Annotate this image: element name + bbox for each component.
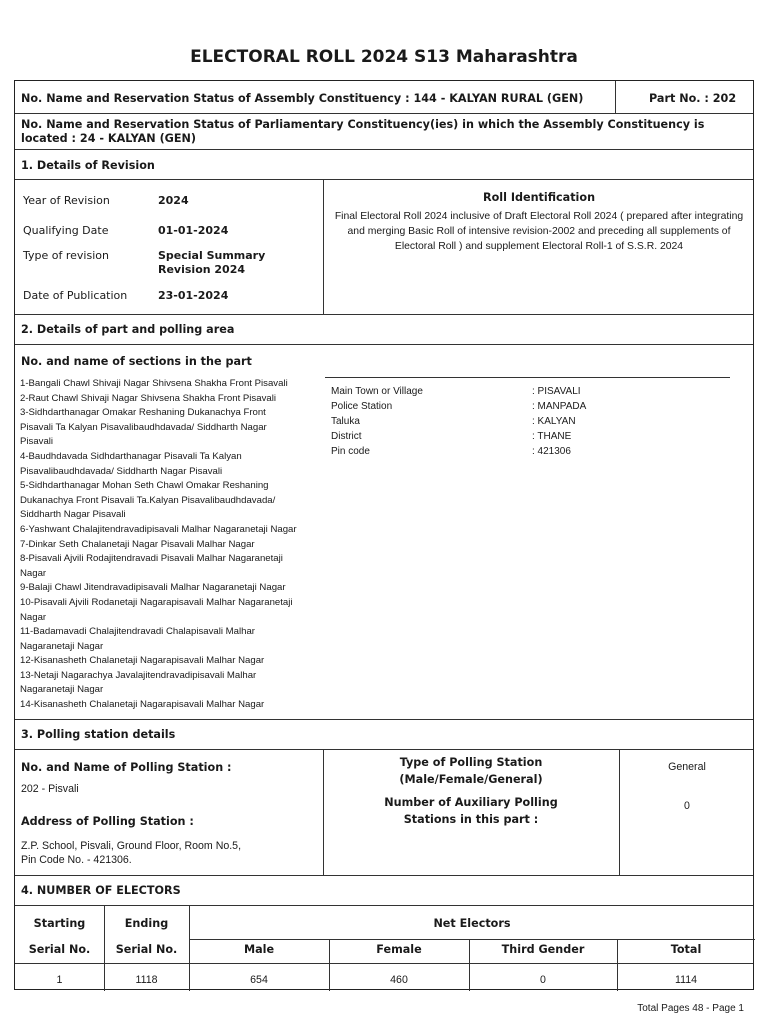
polling-type-label: Type of Polling Station	[399, 756, 543, 769]
polling-type-value: General	[668, 761, 706, 773]
area-value: : MANPADA	[532, 401, 587, 412]
section-line: 9-Balaji Chawl Jitendravadipisavali Malhar Nagaranetaji Nagar	[20, 582, 286, 594]
area-label: Pin code	[331, 446, 370, 457]
section-line: 4-Baudhdavada Sidhdarthanagar Pisavali Ta Kalyan	[20, 450, 242, 462]
page-title: ELECTORAL ROLL 2024 S13 Maharashtra	[190, 47, 578, 67]
polling-address-line: Pin Code No. - 421306.	[21, 854, 132, 866]
section-line: Siddharth Nagar Pisavali	[20, 509, 126, 521]
revision-label: Date of Publication	[23, 289, 128, 302]
section-line: Nagaranetaji Nagar	[20, 640, 104, 652]
section-heading-part: 2. Details of part and polling area	[21, 323, 235, 336]
electors-cell: 1	[56, 974, 63, 986]
ending-serial-header: Ending	[124, 917, 169, 930]
revision-label: Year of Revision	[23, 194, 110, 207]
section-line: 14-Kisanasheth Chalanetaji Nagarapisavali Malhar Nagar	[20, 699, 265, 711]
section-line: 11-Badamavadi Chalajitendravadi Chalapisavali Malhar	[20, 626, 255, 638]
assembly-constituency: No. Name and Reservation Status of Assembly Constituency : 144 - KALYAN RURAL (GEN)	[21, 92, 584, 105]
section-line: Nagaranetaji Nagar	[20, 684, 104, 696]
parliamentary-constituency: No. Name and Reservation Status of Parliamentary Constituency(ies) in which the Assembly Constituency is located : 24 - KALYAN (GEN)	[21, 118, 705, 145]
rule	[15, 344, 753, 345]
section-line: Pisavalibaudhdavada/ Siddharth Nagar Pisavali	[20, 465, 223, 477]
rule	[15, 749, 753, 750]
section-line: 1-Bangali Chawl Shivaji Nagar Shivsena Shakha Front Pisavali	[20, 378, 288, 389]
polling-station-value: 202 - Pisvali	[21, 783, 79, 795]
rule	[615, 81, 616, 113]
third-gender-header: Third Gender	[501, 943, 585, 956]
electors-cell: 654	[250, 974, 268, 986]
section-line: Pisavali	[20, 436, 54, 448]
polling-address-line: Z.P. School, Pisvali, Ground Floor, Room No.5,	[21, 840, 242, 852]
section-line: 3-Sidhdarthanagar Omakar Reshaning Dukanachya Front	[20, 407, 266, 419]
section-heading-revision: 1. Details of Revision	[21, 159, 155, 172]
area-value: : PISAVALI	[532, 386, 581, 397]
electors-cell: 460	[390, 974, 408, 986]
rule	[15, 719, 753, 720]
section-line: 10-Pisavali Ajvili Rodanetaji Nagarapisavali Malhar Nagaranetaji	[20, 596, 293, 608]
rule	[189, 939, 755, 940]
auxiliary-stations-value: 0	[684, 800, 690, 812]
section-heading-polling: 3. Polling station details	[21, 728, 176, 741]
area-value: : KALYAN	[532, 416, 576, 427]
female-header: Female	[376, 943, 422, 956]
section-line: 12-Kisanasheth Chalanetaji Nagarapisavali Malhar Nagar	[20, 655, 265, 667]
rule	[15, 963, 753, 964]
auxiliary-stations-label: Stations in this part :	[403, 813, 539, 826]
page-footer: Total Pages 48 - Page 1	[637, 1003, 744, 1014]
rule	[15, 179, 753, 180]
area-label: District	[331, 431, 362, 442]
starting-serial-header: Serial No.	[28, 943, 91, 956]
area-label: Main Town or Village	[331, 386, 423, 397]
section-line: 5-Sidhdarthanagar Mohan Seth Chawl Omakar Reshaning	[20, 480, 269, 492]
rule	[325, 377, 730, 378]
electors-cell: 1114	[675, 974, 697, 986]
revision-value: Special Summary Revision 2024	[158, 249, 266, 276]
ending-serial-header: Serial No.	[115, 943, 178, 956]
rule	[15, 314, 753, 315]
auxiliary-stations-label: Number of Auxiliary Polling	[384, 796, 558, 809]
section-line: Pisavali Ta Kalyan Pisavalibaudhdavada/ Siddharth Nagar	[20, 421, 267, 433]
electors-cell: 0	[540, 974, 546, 986]
rule	[15, 875, 753, 876]
net-electors-header: Net Electors	[433, 917, 511, 930]
area-label: Police Station	[331, 401, 393, 412]
revision-value: 01-01-2024	[158, 224, 229, 237]
starting-serial-header: Starting	[33, 917, 86, 930]
rule	[15, 113, 753, 114]
polling-station-label: No. and Name of Polling Station :	[21, 761, 232, 774]
revision-label: Qualifying Date	[23, 224, 109, 237]
section-line: 13-Netaji Nagarachya Javalajitendravadipisavali Malhar	[20, 669, 257, 681]
male-header: Male	[243, 943, 275, 956]
polling-type-label: (Male/Female/General)	[399, 773, 543, 786]
sections-list	[20, 377, 297, 713]
section-line: 6-Yashwant Chalajitendravadipisavali Malhar Nagaranetaji Nagar	[20, 523, 297, 535]
roll-identification-heading: Roll Identification	[482, 191, 596, 204]
revision-value: 2024	[158, 194, 189, 207]
rule	[15, 149, 753, 150]
electors-cell: 1118	[135, 974, 158, 986]
section-line: 2-Raut Chawl Shivaji Nagar Shivsena Shakha Front Pisavali	[20, 392, 276, 404]
section-line: Nagar	[20, 567, 47, 579]
total-header: Total	[670, 943, 702, 956]
electoral-roll-form	[14, 80, 754, 990]
revision-label: Type of revision	[23, 249, 109, 262]
section-line: Nagar	[20, 611, 47, 623]
part-number: Part No. : 202	[649, 92, 737, 105]
section-line: 7-Dinkar Seth Chalanetaji Nagar Pisavali Malhar Nagar	[20, 538, 255, 550]
section-line: Dukanachya Front Pisavali Ta.Kalyan Pisavalibaudhdavada/	[20, 494, 276, 506]
area-label: Taluka	[331, 416, 360, 427]
area-value: : 421306	[532, 446, 571, 457]
revision-value: 23-01-2024	[158, 289, 229, 302]
sections-heading: No. and name of sections in the part	[21, 355, 252, 368]
roll-identification-text: Final Electoral Roll 2024 inclusive of Draft Electoral Roll 2024 ( prepared after integrating and merging Basic Roll of intensive revision-2002 and preceding all supplements of Electoral Roll ) and supplement Electoral Roll-1 of S.S.R. 2024	[334, 211, 744, 252]
rule	[15, 905, 753, 906]
polling-address-label: Address of Polling Station :	[21, 815, 194, 828]
section-line: 8-Pisavali Ajvili Rodajitendravadi Pisavali Malhar Nagaranetaji	[20, 553, 283, 565]
area-value: : THANE	[532, 431, 572, 442]
section-heading-electors: 4. NUMBER OF ELECTORS	[21, 884, 181, 897]
